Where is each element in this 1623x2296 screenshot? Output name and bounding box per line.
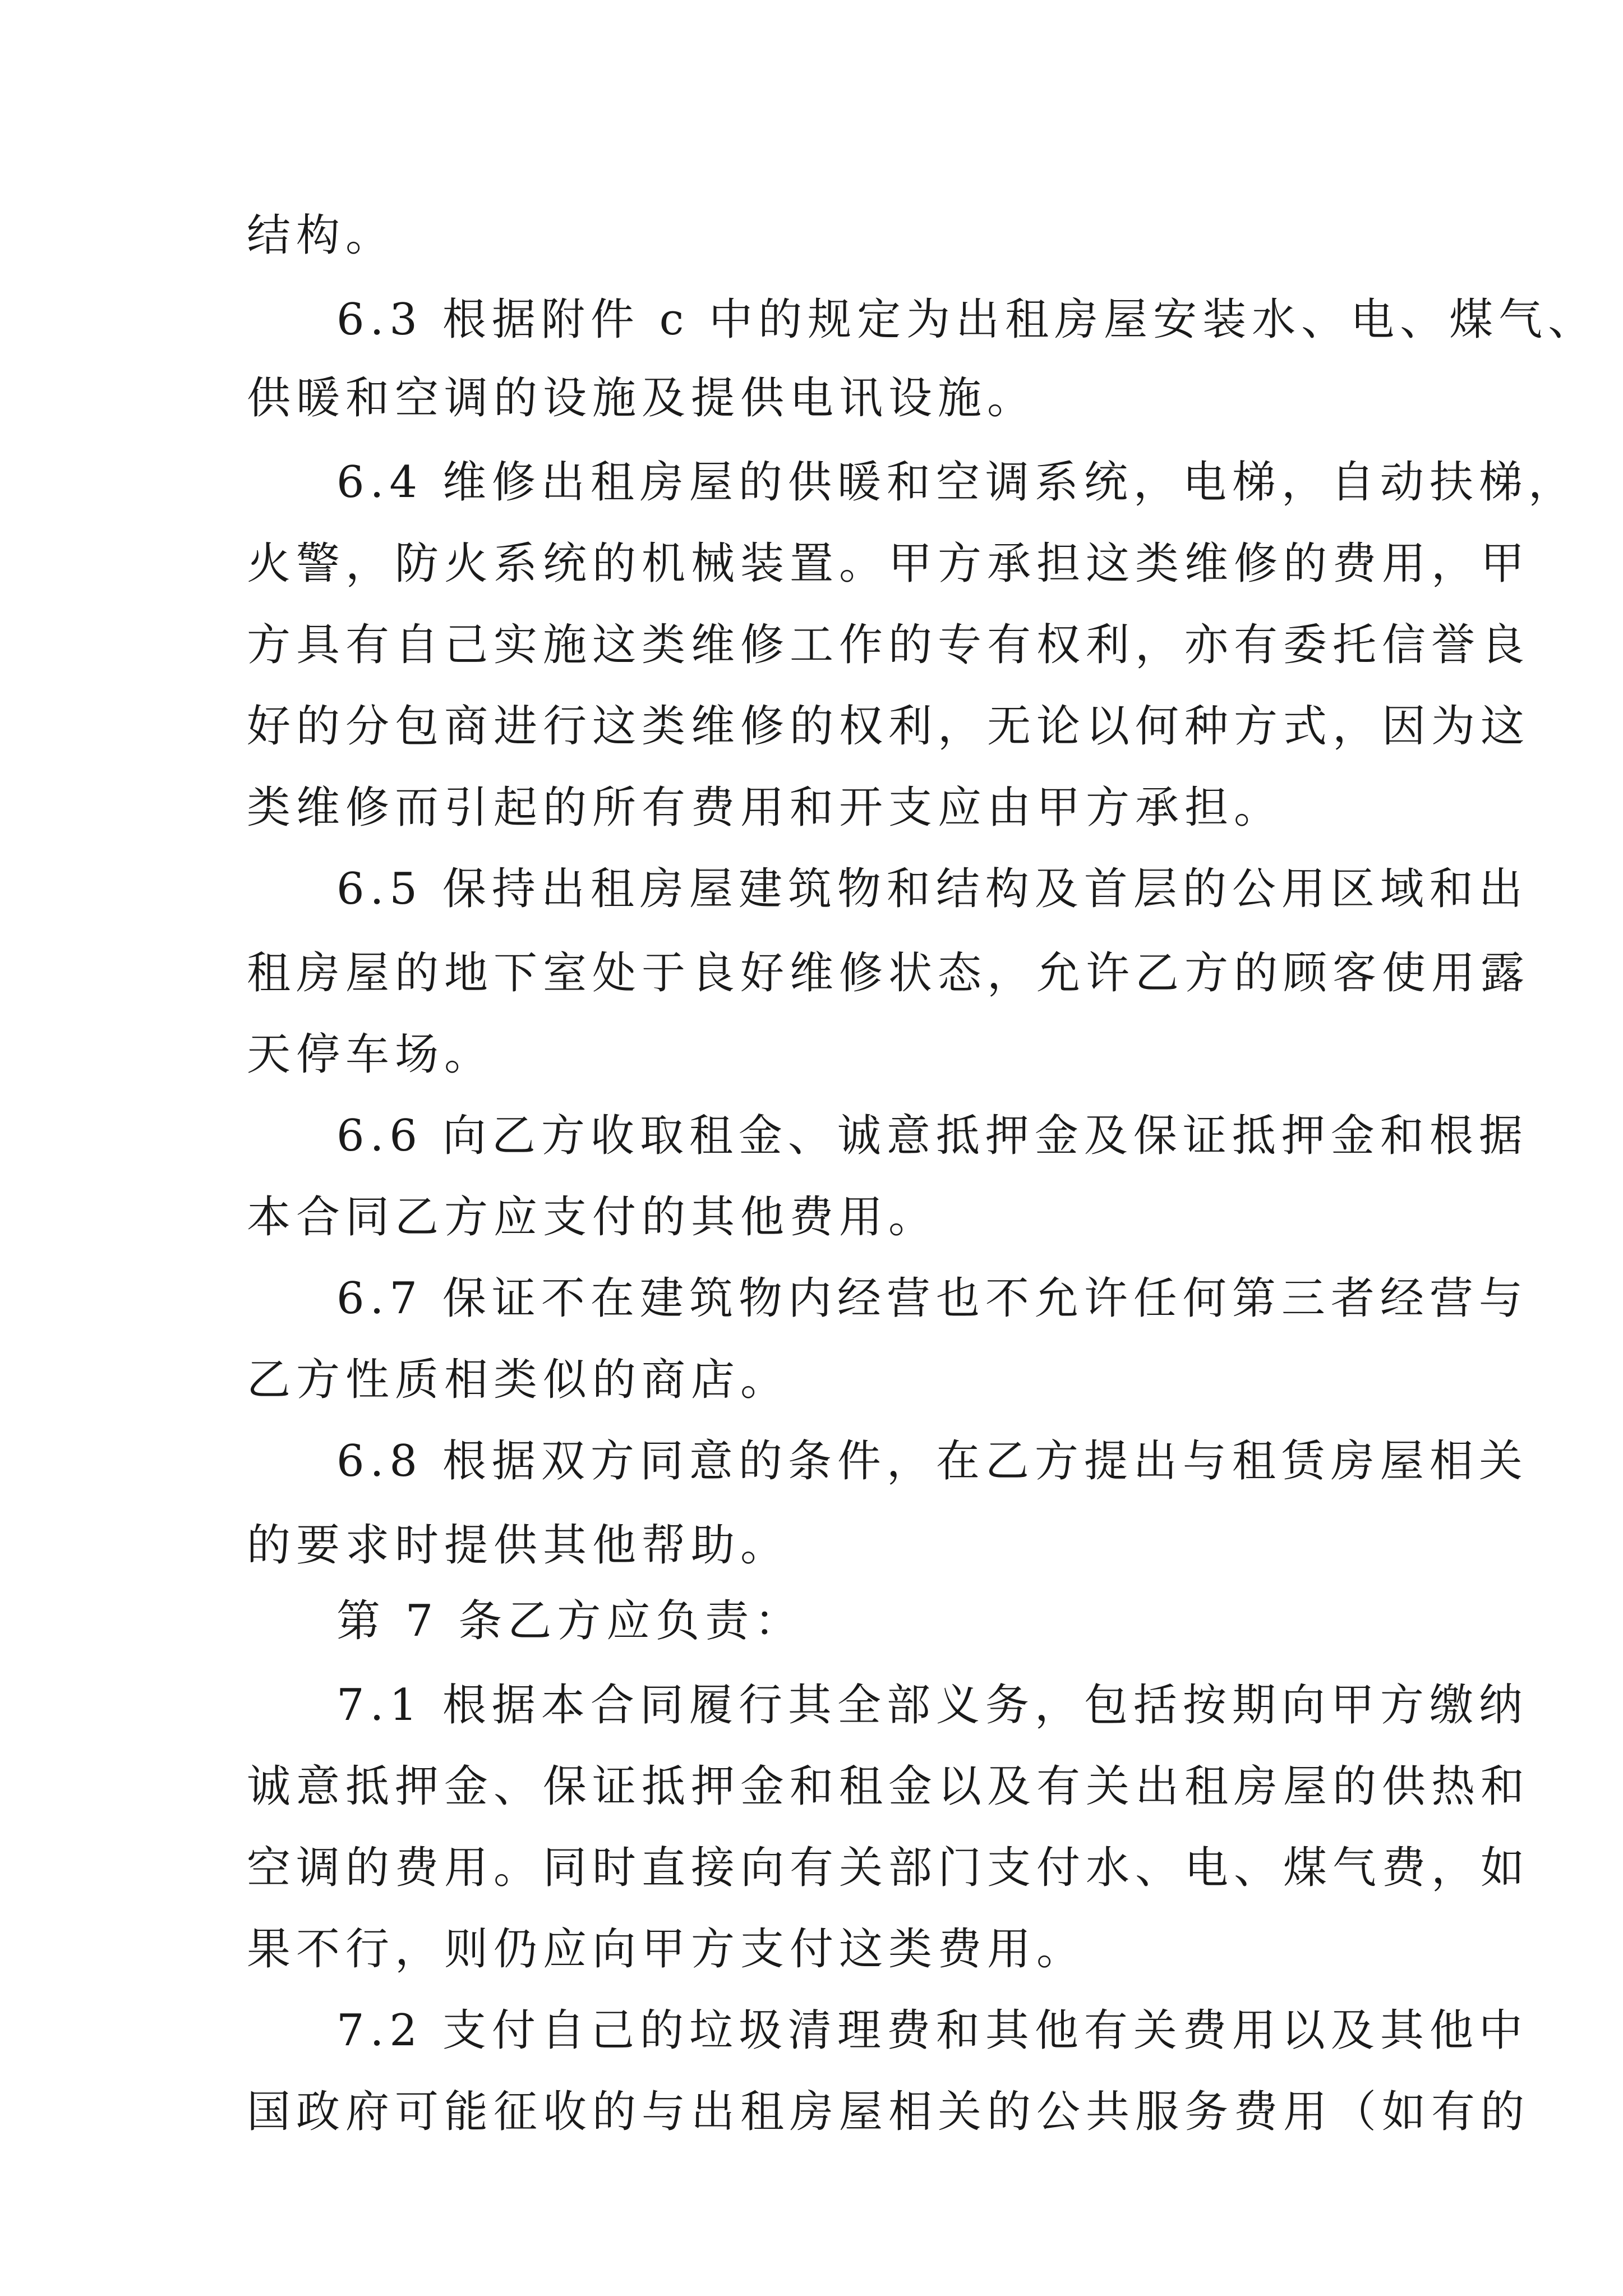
text-line: 第 7 条乙方应负责：	[336, 1596, 804, 1646]
text-line: 7.1 根据本合同履行其全部义务，包括按期向甲方缴纳	[336, 1680, 1528, 1731]
text-line: 空调的费用。同时直接向有关部门支付水、电、煤气费，如	[247, 1843, 1530, 1893]
text-line: 结构。	[247, 210, 395, 261]
text-line: 7.2 支付自己的垃圾清理费和其他有关费用以及其他中	[336, 2005, 1528, 2056]
text-line: 的要求时提供其他帮助。	[247, 1520, 790, 1571]
text-line: 6.4 维修出租房屋的供暖和空调系统，电梯，自动扶梯，	[336, 457, 1578, 508]
text-line: 本合同乙方应支付的其他费用。	[247, 1192, 938, 1243]
text-line: 6.8 根据双方同意的条件，在乙方提出与租赁房屋相关	[336, 1436, 1528, 1487]
text-line: 天停车场。	[247, 1029, 494, 1080]
text-line: 诚意抵押金、保证抵押金和租金以及有关出租房屋的供热和	[247, 1761, 1530, 1812]
text-line: 6.3 根据附件 c 中的规定为出租房屋安装水、电、煤气、	[336, 295, 1598, 345]
text-line: 方具有自己实施这类维修工作的专有权利，亦有委托信誉良	[247, 620, 1530, 670]
text-line: 供暖和空调的设施及提供电讯设施。	[247, 373, 1037, 424]
text-line: 6.5 保持出租房屋建筑物和结构及首层的公用区域和出	[336, 864, 1528, 914]
text-line: 乙方性质相类似的商店。	[247, 1355, 790, 1405]
text-line: 果不行，则仍应向甲方支付这类费用。	[247, 1924, 1086, 1975]
text-line: 火警，防火系统的机械装置。甲方承担这类维修的费用，甲	[247, 539, 1530, 589]
text-line: 类维修而引起的所有费用和开支应由甲方承担。	[247, 783, 1284, 833]
text-line: 国政府可能征收的与出租房屋相关的公共服务费用（如有的	[247, 2087, 1530, 2137]
text-line: 6.6 向乙方收取租金、诚意抵押金及保证抵押金和根据	[336, 1111, 1528, 1161]
text-line: 6.7 保证不在建筑物内经营也不允许任何第三者经营与	[336, 1273, 1528, 1324]
text-line: 租房屋的地下室处于良好维修状态，允许乙方的顾客使用露	[247, 948, 1530, 999]
text-line: 好的分包商进行这类维修的权利，无论以何种方式，因为这	[247, 701, 1530, 752]
